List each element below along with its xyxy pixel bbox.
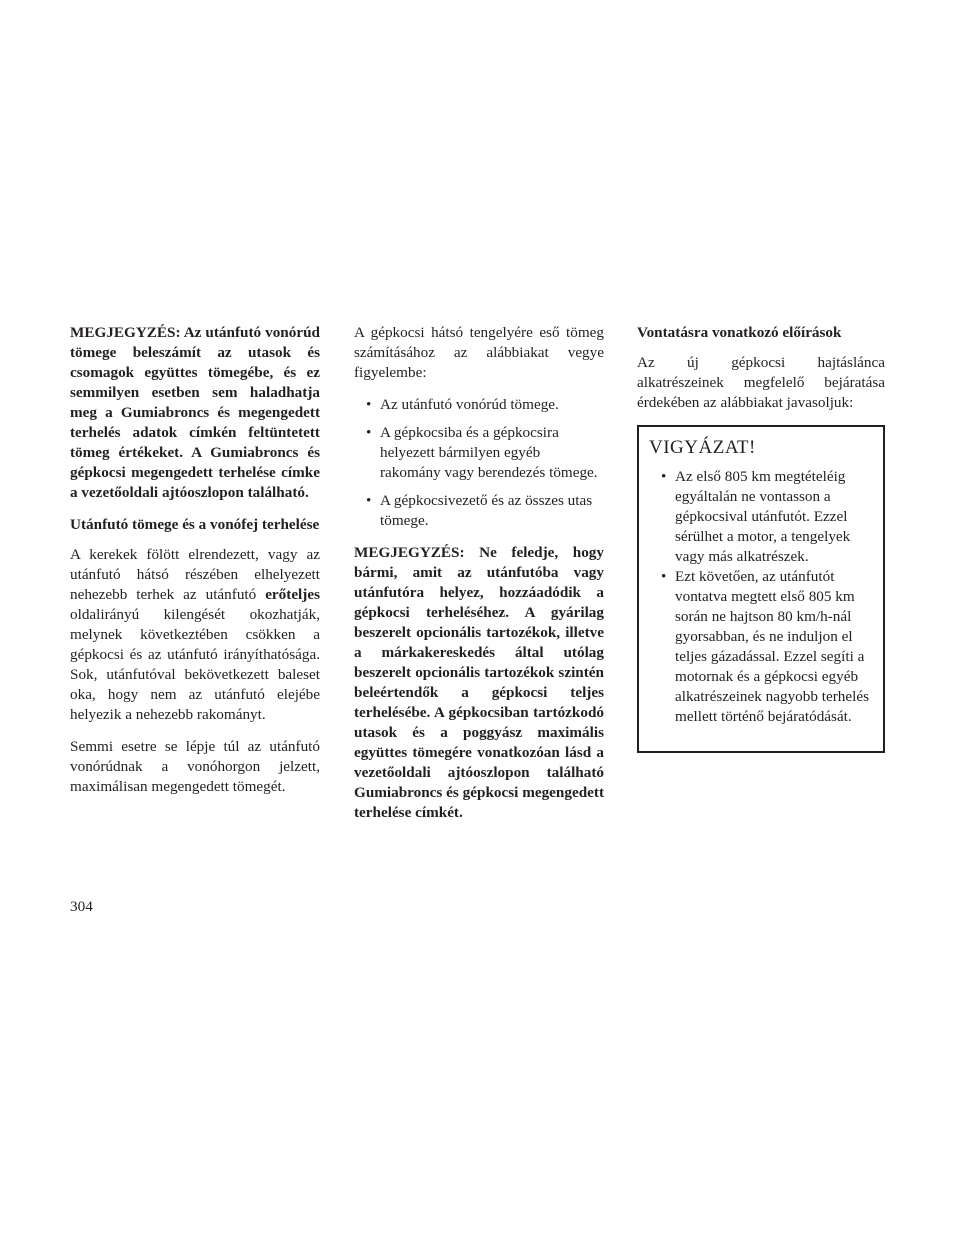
column-middle: [354, 323, 604, 835]
paragraph-break-in-intro: Az új gépkocsi hajtáslánca alkatrészeinek megfelelő bejáratása érdekében az alábbiakat javasoljuk:: [637, 354, 885, 411]
list-item-text: Az első 805 km megtételéig egyáltalán ne vontasson a gépkocsival utánfutót. Ezzel sérülhet a motor, a tengelyek vagy más alkatrészek.: [675, 468, 851, 565]
bullet-icon: •: [366, 396, 372, 413]
bullet-icon: •: [661, 468, 667, 485]
column-left: [70, 323, 320, 809]
section-heading-towing-requirements: Vontatásra vonatkozó előírások: [637, 324, 842, 341]
warning-title: VIGYÁZAT!: [649, 437, 756, 458]
list-item: [649, 467, 873, 567]
list-item: [354, 491, 604, 531]
list-item: [354, 423, 604, 483]
page-number: 304: [70, 898, 93, 915]
list-item-text: Ezt követően, az utánfutót vontatva megtett első 805 km során ne hajtson 80 km/h-nál gyorsabban, és ne induljon el teljes gázadással. Ezzel segíti a motornak és a gépkocsi egyéb alkatrészeinek nagyobb terhelés mellett történő bejáratódását.: [675, 568, 869, 725]
list-item-text: Az utánfutó vonórúd tömege.: [380, 396, 559, 413]
list-item-text: A gépkocsivezető és az összes utas tömege.: [380, 492, 593, 529]
paragraph-text-b: oldalirányú kilengését okozhatják, melynek következtében csökken a gépkocsi és az utánfutó irányíthatósága. Sok, utánfutóval bekövetkezett baleset oka, hogy nem az utánfutó elejébe helyezik a nehezebb rakományt.: [70, 606, 320, 723]
list-item: [649, 567, 873, 727]
list-item: [354, 395, 604, 415]
bullet-icon: •: [661, 568, 667, 585]
warning-box: [637, 425, 885, 753]
note-trailer-tongue-weight: [70, 323, 320, 503]
note-text: Az utánfutó vonórúd tömege beleszámít az utasok és csomagok együttes tömegébe, és ez semmilyen esetben sem haladhatja meg a Gumiabroncs és megengedett terhelés adatok címkén feltüntetett tömeg értékeket. A Gumiabroncs és gépkocsi megengedett terhelése címke a vezetőoldali ajtóoszlopon található.: [70, 324, 320, 501]
paragraph-load-placement: [70, 545, 320, 725]
rear-axle-considerations-list: [354, 395, 604, 531]
note-label: MEGJEGYZÉS:: [70, 324, 181, 341]
note-label: MEGJEGYZÉS:: [354, 544, 465, 561]
bullet-icon: •: [366, 492, 372, 509]
paragraph-text-a: A kerekek fölött elrendezett, vagy az utánfutó hátsó részében elhelyezett nehezebb terhek az utánfutó: [70, 546, 320, 603]
emphasis-text: erőteljes: [265, 586, 320, 603]
paragraph-rear-axle-intro: A gépkocsi hátsó tengelyére eső tömeg számításához az alábbiakat vegye figyelembe:: [354, 324, 604, 381]
paragraph-max-tongue-weight: Semmi esetre se lépje túl az utánfutó vonórúdnak a vonóhorgon jelzett, maximálisan megengedett tömegét.: [70, 738, 320, 795]
bullet-icon: •: [366, 424, 372, 441]
note-total-load: [354, 543, 604, 823]
section-heading-trailer-weight: Utánfutó tömege és a vonófej terhelése: [70, 516, 320, 533]
list-item-text: A gépkocsiba és a gépkocsira helyezett bármilyen egyéb rakomány vagy berendezés tömege.: [380, 424, 598, 481]
note-text: Ne feledje, hogy bármi, amit az utánfutóba vagy utánfutóra helyez, hozzáadódik a gépkocsi terheléséhez. A gyárilag beszerelt opcionális tartozékok, illetve a márkakereskedés által utólag beszerelt opcionális tartozékok szintén beleértendők a gépkocsi teljes terhelésébe. A gépkocsiban tartózkodó utasok és a poggyász maximális együttes tömegére vonatkozóan lásd a vezetőoldali ajtóoszlopon található Gumiabroncs és gépkocsi megengedett terhelése címkét.: [354, 544, 604, 821]
column-right: [637, 323, 885, 753]
warning-list: [649, 467, 873, 727]
